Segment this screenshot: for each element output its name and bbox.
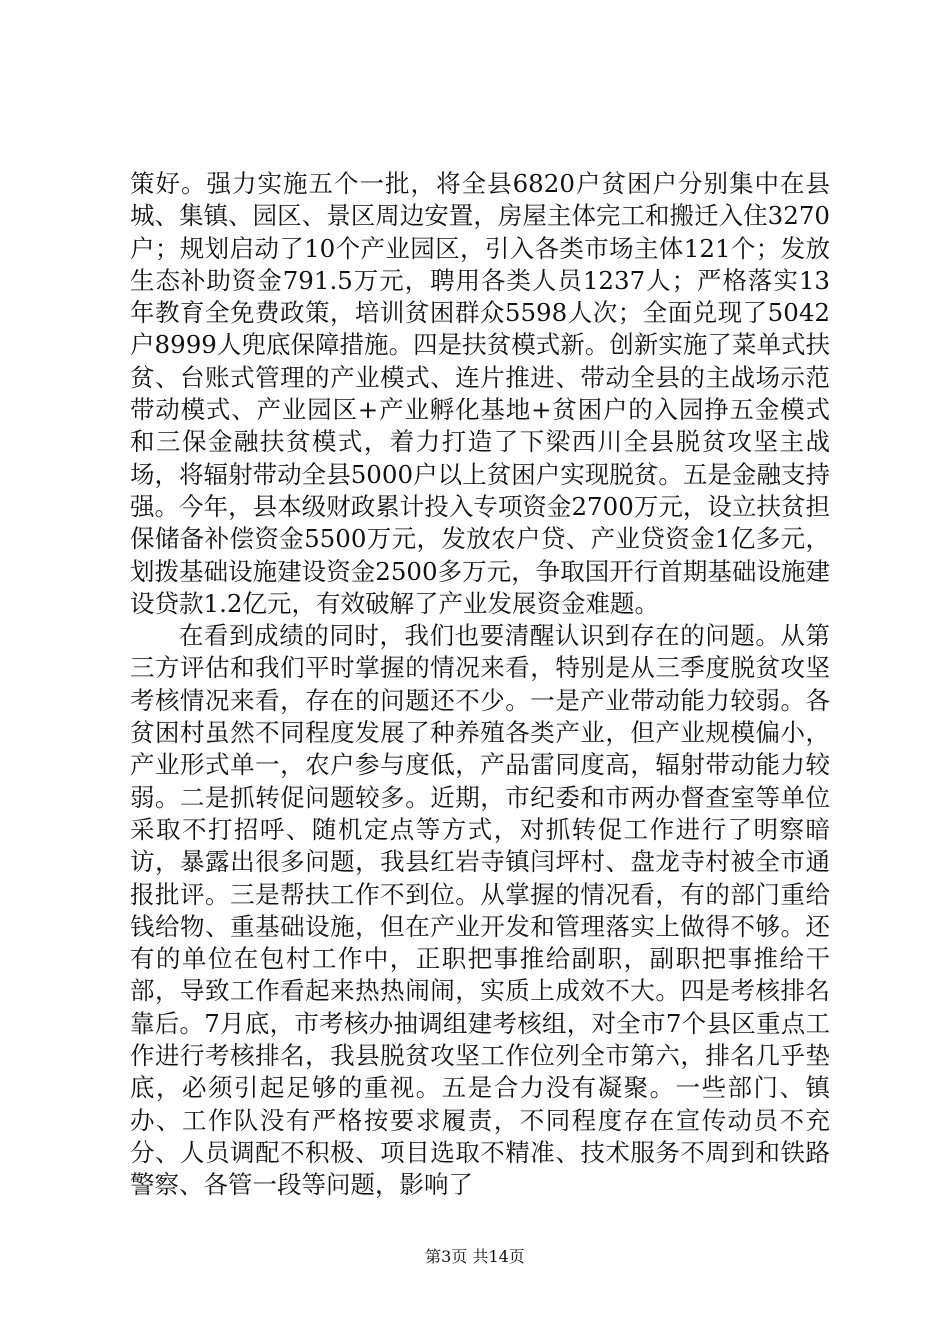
paragraph-problems: 在看到成绩的同时，我们也要清醒认识到存在的问题。从第三方评估和我们平时掌握的情况来看，特别是从三季度脱贫攻坚考核情况来看，存在的问题还不少。一是产业带动能力较弱。各贫困村虽然不同程度发展了种养殖各类产业，但产业规模偏小，产业形式单一，农户参与度低，产品雷同度高，辐射带动能力较弱。二是抓转促问题较多。近期，市纪委和市两办督查室等单位采取不打招呼、随机定点等方式，对抓转促工作进行了明察暗访，暴露出很多问题，我县红岩寺镇闫坪村、盘龙寺村被全市通报批评。三是帮扶工作不到位。从掌握的情况看，有的部门重给钱给物、重基础设施，但在产业开发和管理落实上做得不够。还有的单位在包村工作中，正职把事推给副职，副职把事推给干部，导致工作看起来热热闹闹，实质上成效不大。四是考核排名靠后。7月底，市考核办抽调组建考核组，对全市7个县区重点工作进行考核排名，我县脱贫攻坚工作位列全市第六，排名几乎垫底，必须引起足够的重视。五是合力没有凝聚。一些部门、镇办、工作队没有严格按要求履责，不同程度存在宣传动员不充分、人员调配不积极、项目选取不精准、技术服务不周到和铁路警察、各管一段等问题，影响了 — [130, 621, 830, 1200]
page-number-footer: 第3页 共14页 — [425, 1247, 525, 1266]
body-text — [130, 168, 830, 1202]
paragraph-continued: 策好。强力实施五个一批，将全县6820户贫困户分别集中在县城、集镇、园区、景区周边安置，房屋主体完工和搬迁入住3270户；规划启动了10个产业园区，引入各类市场主体121个；发放生态补助资金791.5万元，聘用各类人员1237人；严格落实13年教育全免费政策，培训贫困群众5598人次；全面兑现了5042户8999人兜底保障措施。四是扶贫模式新。创新实施了菜单式扶贫、台账式管理的产业模式、连片推进、带动全县的主战场示范带动模式、产业园区+产业孵化基地+贫困户的入园挣五金模式和三保金融扶贫模式，着力打造了下梁西川全县脱贫攻坚主战场，将辐射带动全县5000户以上贫困户实现脱贫。五是金融支持强。今年，县本级财政累计投入专项资金2700万元，设立扶贫担保储备补偿资金5500万元，发放农户贷、产业贷资金1亿多元，划拨基础设施建设资金2500多万元，争取国开行首期基础设施建设贷款1.2亿元，有效破解了产业发展资金难题。 — [130, 169, 830, 618]
